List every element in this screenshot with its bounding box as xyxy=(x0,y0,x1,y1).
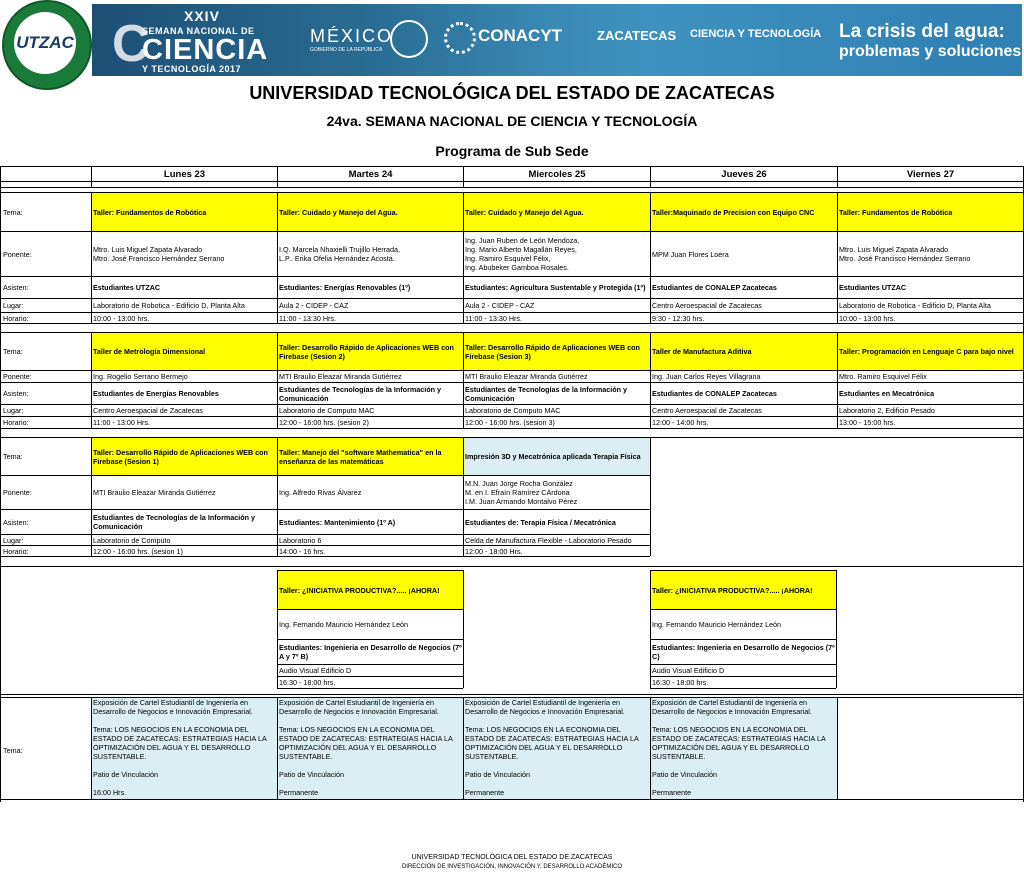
table-hline xyxy=(1,566,1023,567)
row-label-asisten: Asisten: xyxy=(3,517,29,527)
block3-asisten-cell: Estudiantes de Tecnologías de la Información y Comunicación xyxy=(93,513,256,531)
mexico-text: MÉXICO xyxy=(310,26,394,46)
table-vline xyxy=(277,437,278,556)
table-vline xyxy=(463,697,464,799)
row-label-lugar: Lugar: xyxy=(3,406,24,415)
block5-text xyxy=(279,761,462,770)
mexico-sub-text: GOBIERNO DE LA REPÚBLICA xyxy=(310,47,383,53)
block1-asisten-cell: Estudiantes de CONALEP Zacatecas xyxy=(652,283,777,292)
block5-text: Patio de Vinculación xyxy=(93,770,158,779)
block1-horario-cell: 10:00 - 13:00 hrs. xyxy=(93,313,150,323)
block2-horario-cell: 13:00 - 15:00 hrs. xyxy=(839,418,896,427)
table-hline xyxy=(1,694,1023,695)
block5-text: Patio de Vinculación xyxy=(279,770,344,779)
block5-text xyxy=(465,761,649,770)
block3-ponente-cell: Ing. Alfredo Rivas Álvarez xyxy=(279,488,362,497)
block1-asisten-cell: Estudiantes UTZAC xyxy=(93,283,161,292)
block1-horario-cell: 11:00 - 13:30 Hrs. xyxy=(279,313,336,323)
block2-asisten-cell: Estudiantes en Mecatrónica xyxy=(839,389,935,398)
banner-event-line2: CIENCIA xyxy=(142,34,269,66)
table-vline xyxy=(650,697,651,799)
block3-tema-cell: Taller: Manejo del "software Mathematica" en la enseñanza de las matemáticas xyxy=(278,438,463,475)
block3-tema-cell: Impresión 3D y Mecatrónica aplicada Terapia Física xyxy=(464,438,650,475)
block4-ponente: Ing. Fernando Mauricio Hernández León xyxy=(652,620,782,629)
block5-cell xyxy=(464,698,650,799)
table-vline xyxy=(91,437,92,556)
block5-text: Tema: LOS NEGOCIOS EN LA ECONOMIA DEL ESTADO DE ZACATECAS: ESTRATEGIAS HACIA LA OPTIMIZACIÓN DEL AGUA Y EL DESARROLLO SUSTENTABLE. xyxy=(652,725,826,761)
block1-ponente-cell: Mtro. Luis Miguel Zapata Alvarado Mtro. José Francisco Hernández Serrano xyxy=(93,245,225,263)
footer-direction: DIRECCIÓN DE INVESTIGACIÓN, INNOVACIÓN Y, DESARROLLO ACADÉMICO xyxy=(401,864,623,870)
table-hline xyxy=(1,799,1023,800)
table-vline xyxy=(836,570,837,688)
day-header: Jueves 26 xyxy=(721,168,767,180)
conacyt-icon xyxy=(444,22,476,54)
table-vline xyxy=(650,192,651,323)
block5-text: Permanente xyxy=(279,788,319,797)
block2-ponente-cell: MTI Braulio Eleazar Miranda Gutiérrez xyxy=(465,372,588,381)
block2-ponente-cell: Mtro. Ramiro Esquivel Félix xyxy=(839,372,927,381)
day-header: Martes 24 xyxy=(348,168,393,180)
block4-tema: Taller: ¿INICIATIVA PRODUCTIVA?..... ¡AHORA! xyxy=(651,571,836,609)
block3-horario-cell: 14:00 - 16 hrs. xyxy=(279,546,326,556)
block3-asisten-cell: Estudiantes de: Terapia Física / Mecatrónica xyxy=(465,517,616,527)
table-vline xyxy=(650,437,651,556)
row-label-ponente: Ponente: xyxy=(3,488,32,497)
table-vline xyxy=(650,332,651,428)
block5-text xyxy=(652,779,836,788)
utzac-logo xyxy=(2,0,92,90)
block2-horario-cell: 12:00 - 14:00 hrs. xyxy=(652,418,709,427)
banner-edition: XXIV xyxy=(184,8,220,24)
block4-ponente: Ing. Fernando Mauricio Hernández León xyxy=(279,620,409,629)
table-vline xyxy=(91,192,92,323)
block5-text: Permanente xyxy=(652,788,692,797)
row-label-lugar: Lugar: xyxy=(3,301,24,310)
table-vline xyxy=(650,570,651,688)
block5-text: 16:00 Hrs. xyxy=(93,788,127,797)
table-vline xyxy=(837,697,838,799)
block5-text xyxy=(652,716,836,725)
event-banner xyxy=(92,4,1022,76)
table-hline xyxy=(1,556,650,557)
block1-lugar-cell: Laboratorio de Robotica - Edificio D, Planta Alta xyxy=(93,301,245,310)
block3-horario-cell: 12:00 - 16:00 hrs. (sesion 1) xyxy=(93,546,183,556)
table-hline xyxy=(1,697,1023,698)
block1-ponente-cell: Ing. Juan Ruben de León Mendoza, Ing. Mario Alberto Magallán Reyes, Ing. Ramiro Esquivel Félix, Ing. Abubeker Gamboa Rosales. xyxy=(465,236,580,272)
banner-event-line3: Y TECNOLOGÍA 2017 xyxy=(142,64,242,74)
banner-zacatecas: ZACATECAS xyxy=(597,28,677,43)
table-vline xyxy=(91,332,92,428)
table-hline xyxy=(650,688,836,689)
block2-asisten-cell: Estudiantes de Tecnologías de la Información y Comunicación xyxy=(279,384,442,403)
block5-text: Tema: LOS NEGOCIOS EN LA ECONOMIA DEL ESTADO DE ZACATECAS: ESTRATEGIAS HACIA LA OPTIMIZACIÓN DEL AGUA Y EL DESARROLLO SUSTENTABLE. xyxy=(279,725,453,761)
block5-cell xyxy=(92,698,277,799)
block4-asisten: Estudiantes: Ingenieria en Desarrollo de Negocios (7º C) xyxy=(652,643,835,661)
block5-text xyxy=(279,779,462,788)
row-label-horario: Horario: xyxy=(3,313,29,323)
seal-icon xyxy=(390,20,428,58)
block3-ponente-cell: M.N. Juan Jorge Rocha González M. en I. Efraín Ramírez CArdona I.M. Juan Armando Montalvo Pérez xyxy=(465,479,578,506)
block2-tema-cell: Taller de Manufactura Aditiva xyxy=(651,333,837,370)
block2-lugar-cell: Laboratorio de Computo MAC xyxy=(465,406,561,415)
table-vline xyxy=(277,332,278,428)
block5-text: Exposición de Cartel Estudiantil de Ingeniería en Desarrollo de Negocios e Innovación Empresarial. xyxy=(93,698,253,716)
day-header: Viernes 27 xyxy=(906,168,955,180)
block2-lugar-cell: Laboratorio de Computo MAC xyxy=(279,406,375,415)
block2-ponente-cell: Ing. Rogelio Serrano Bermejo xyxy=(93,372,188,381)
block1-tema-cell: Taller:Maquinado de Precision con Equipo CNC xyxy=(651,193,837,231)
block1-lugar-cell: Aula 2 - CIDEP - CAZ xyxy=(279,301,349,310)
block5-text: Tema: LOS NEGOCIOS EN LA ECONOMIA DEL ESTADO DE ZACATECAS: ESTRATEGIAS HACIA LA OPTIMIZACIÓN DEL AGUA Y EL DESARROLLO SUSTENTABLE. xyxy=(465,725,639,761)
schedule-table xyxy=(0,166,1024,802)
block1-tema-cell: Taller: Fundamentos de Robótica xyxy=(838,193,1023,231)
title-program: Programa de Sub Sede xyxy=(435,143,589,159)
block1-lugar-cell: Aula 2 - CIDEP - CAZ xyxy=(465,301,535,310)
block2-horario-cell: 12:00 - 16:00 hrs. (sesion 3) xyxy=(465,418,555,427)
block5-text xyxy=(465,716,649,725)
table-vline xyxy=(837,332,838,428)
row-label-asisten: Asisten: xyxy=(3,283,29,292)
block5-text xyxy=(465,779,649,788)
block5-cell xyxy=(651,698,837,799)
block5-text xyxy=(93,779,276,788)
table-vline xyxy=(91,697,92,799)
block4-lugar: Audio Visual Edificio D xyxy=(279,666,352,675)
block3-tema-cell: Taller: Desarrollo Rápido de Aplicaciones WEB con Firebase (Sesion 1) xyxy=(92,438,277,475)
block2-tema-cell: Taller de Metrología Dimensional xyxy=(92,333,277,370)
block2-asisten-cell: Estudiantes de Energías Renovables xyxy=(93,389,219,398)
banner-event xyxy=(142,26,268,74)
block3-horario-cell: 12:00 - 18:00 Hrs. xyxy=(465,546,523,556)
block2-tema-cell: Taller: Programación en Lenguaje C para bajo nivel xyxy=(838,333,1023,370)
footer-university: UNIVERSIDAD TECNOLÓGICA DEL ESTADO DE ZACATECAS xyxy=(411,854,613,861)
table-hline xyxy=(1,323,1023,324)
block1-ponente-cell: MPM Juan Flores Loera xyxy=(652,249,729,259)
block5-text: Tema: LOS NEGOCIOS EN LA ECONOMIA DEL ESTADO DE ZACATECAS: ESTRATEGIAS HACIA LA OPTIMIZACIÓN DEL AGUA Y EL DESARROLLO SUSTENTABLE. xyxy=(93,725,267,761)
table-hline xyxy=(1,428,1023,429)
block3-lugar-cell: Celda de Manufactura Flexible - Laboratorio Pesado xyxy=(465,535,632,545)
block5-text: Exposición de Cartel Estudiantil de Ingeniería en Desarrollo de Negocios e Innovación Empresarial. xyxy=(279,698,439,716)
block1-lugar-cell: Centro Aeroespacial de Zacatecas xyxy=(652,301,762,310)
row-label-tema: Tema: xyxy=(3,452,23,461)
block2-tema-cell: Taller: Desarrollo Rápido de Aplicaciones WEB con Firebase (Sesion 3) xyxy=(464,333,650,370)
banner-mexico xyxy=(310,26,393,53)
table-vline xyxy=(837,192,838,323)
block1-horario-cell: 10:00 - 13:00 hrs. xyxy=(839,313,896,323)
block5-text xyxy=(652,761,836,770)
block5-text: Exposición de Cartel Estudiantil de Ingeniería en Desarrollo de Negocios e Innovación Empresarial. xyxy=(465,698,625,716)
block4-asisten: Estudiantes: Ingenieria en Desarrollo de Negocios (7º A y 7º B) xyxy=(279,643,462,661)
block3-ponente-cell: MTI Braulio Eleazar Miranda Gutiérrez xyxy=(93,488,216,497)
block5-text xyxy=(93,716,276,725)
block2-asisten-cell: Estudiantes de Tecnologías de la Información y Comunicación xyxy=(465,384,628,403)
block3-lugar-cell: Laboratorio 6 xyxy=(279,535,322,545)
block4-horario: 16:30 - 18:00 hrs. xyxy=(652,678,709,687)
table-vline xyxy=(277,570,278,688)
block4-horario: 16:30 - 18:00 hrs. xyxy=(279,678,336,687)
row-label-tema: Tema: xyxy=(3,207,23,217)
day-header: Lunes 23 xyxy=(163,168,206,180)
block1-tema-cell: Taller: Cuidado y Manejo del Agua. xyxy=(464,193,650,231)
row-label-horario: Horario: xyxy=(3,418,29,427)
block1-asisten-cell: Estudiantes UTZAC xyxy=(839,283,907,292)
block1-horario-cell: 9:30 - 12:30 hrs. xyxy=(652,313,705,323)
table-hline xyxy=(1,187,1023,188)
block5-text: Patio de Vinculación xyxy=(465,770,530,779)
block2-horario-cell: 11:00 - 13:00 Hrs. xyxy=(93,418,150,427)
banner-crisis xyxy=(839,22,1021,62)
block5-tema-label: Tema: xyxy=(3,746,23,755)
block1-asisten-cell: Estudiantes: Agricultura Sustentable y Protegida (1º) xyxy=(465,283,646,292)
block1-tema-cell: Taller: Fundamentos de Robótica xyxy=(92,193,277,231)
block3-asisten-cell: Estudiantes: Mantenimiento (1º A) xyxy=(279,517,396,527)
banner-event-line1: SEMANA NACIONAL DE xyxy=(142,26,255,36)
table-vline xyxy=(463,437,464,556)
block5-text: Permanente xyxy=(465,788,505,797)
block1-ponente-cell: Mtro. Luis Miguel Zapata Alvarado Mtro. José Francisco Hernández Serrano xyxy=(839,245,971,263)
title-university: UNIVERSIDAD TECNOLÓGICA DEL ESTADO DE ZACATECAS xyxy=(249,83,775,103)
block2-ponente-cell: MTI Braulio Eleazar Miranda Gutiérrez xyxy=(279,372,402,381)
block4-lugar: Audio Visual Edificio D xyxy=(652,666,725,675)
table-hline xyxy=(1,181,1023,182)
block1-asisten-cell: Estudiantes: Energías Renovables (1º) xyxy=(279,283,411,292)
block4-tema: Taller: ¿INICIATIVA PRODUCTIVA?..... ¡AHORA! xyxy=(278,571,463,609)
block2-ponente-cell: Ing. Juan Carlos Reyes Villagrana xyxy=(652,372,761,381)
day-header: Miercoles 25 xyxy=(528,168,586,180)
crisis-line1: La crisis del agua: xyxy=(839,21,1005,42)
title-event: 24va. SEMANA NACIONAL DE CIENCIA Y TECNOLOGÍA xyxy=(326,113,698,129)
row-label-horario: Horario: xyxy=(3,546,29,556)
table-vline xyxy=(277,192,278,323)
block2-asisten-cell: Estudiantes de CONALEP Zacatecas xyxy=(652,389,777,398)
block1-tema-cell: Taller: Cuidado y Manejo del Agua. xyxy=(278,193,463,231)
block2-tema-cell: Taller: Desarrollo Rápido de Aplicaciones WEB con Firebase (Sesion 2) xyxy=(278,333,463,370)
block1-lugar-cell: Laboratorio de Robotica - Edificio D, Planta Alta xyxy=(839,301,991,310)
table-vline xyxy=(277,697,278,799)
table-vline xyxy=(463,332,464,428)
row-label-tema: Tema: xyxy=(3,347,23,356)
banner-conacyt: CONACYT xyxy=(478,26,563,45)
row-label-ponente: Ponente: xyxy=(3,249,32,259)
block5-text: Exposición de Cartel Estudiantil de Ingeniería en Desarrollo de Negocios e Innovación Empresarial. xyxy=(652,698,812,716)
table-vline xyxy=(463,570,464,688)
block3-lugar-cell: Laboratorio de Computo xyxy=(93,535,171,545)
crisis-line2: problemas y soluciones xyxy=(839,43,1022,60)
block2-lugar-cell: Centro Aeroespacial de Zacatecas xyxy=(93,406,203,415)
c-logo-icon: C xyxy=(112,15,150,73)
block1-horario-cell: 11:00 - 13:30 Hrs. xyxy=(465,313,522,323)
table-hline xyxy=(277,688,463,689)
block1-ponente-cell: I.Q. Marcela Nhaxielli Trujillo Herrada, L.P.. Erika Ofelia Hernández Acosta. xyxy=(279,245,401,263)
banner-ciencia-tec: CIENCIA Y TECNOLOGÍA xyxy=(690,28,822,40)
block2-horario-cell: 12:00 - 16:00 hrs. (sesion 2) xyxy=(279,418,369,427)
block5-text xyxy=(93,761,276,770)
row-label-asisten: Asisten: xyxy=(3,389,29,398)
block5-cell xyxy=(278,698,463,799)
row-label-ponente: Ponente: xyxy=(3,372,32,381)
table-vline xyxy=(463,192,464,323)
block5-text xyxy=(279,716,462,725)
logo-text: UTZAC xyxy=(14,12,76,74)
block2-lugar-cell: Centro Aeroespacial de Zacatecas xyxy=(652,406,762,415)
block2-lugar-cell: Laboratorio 2, Edificio Pesado xyxy=(839,406,935,415)
block5-text: Patio de Vinculación xyxy=(652,770,717,779)
row-label-lugar: Lugar: xyxy=(3,535,24,545)
